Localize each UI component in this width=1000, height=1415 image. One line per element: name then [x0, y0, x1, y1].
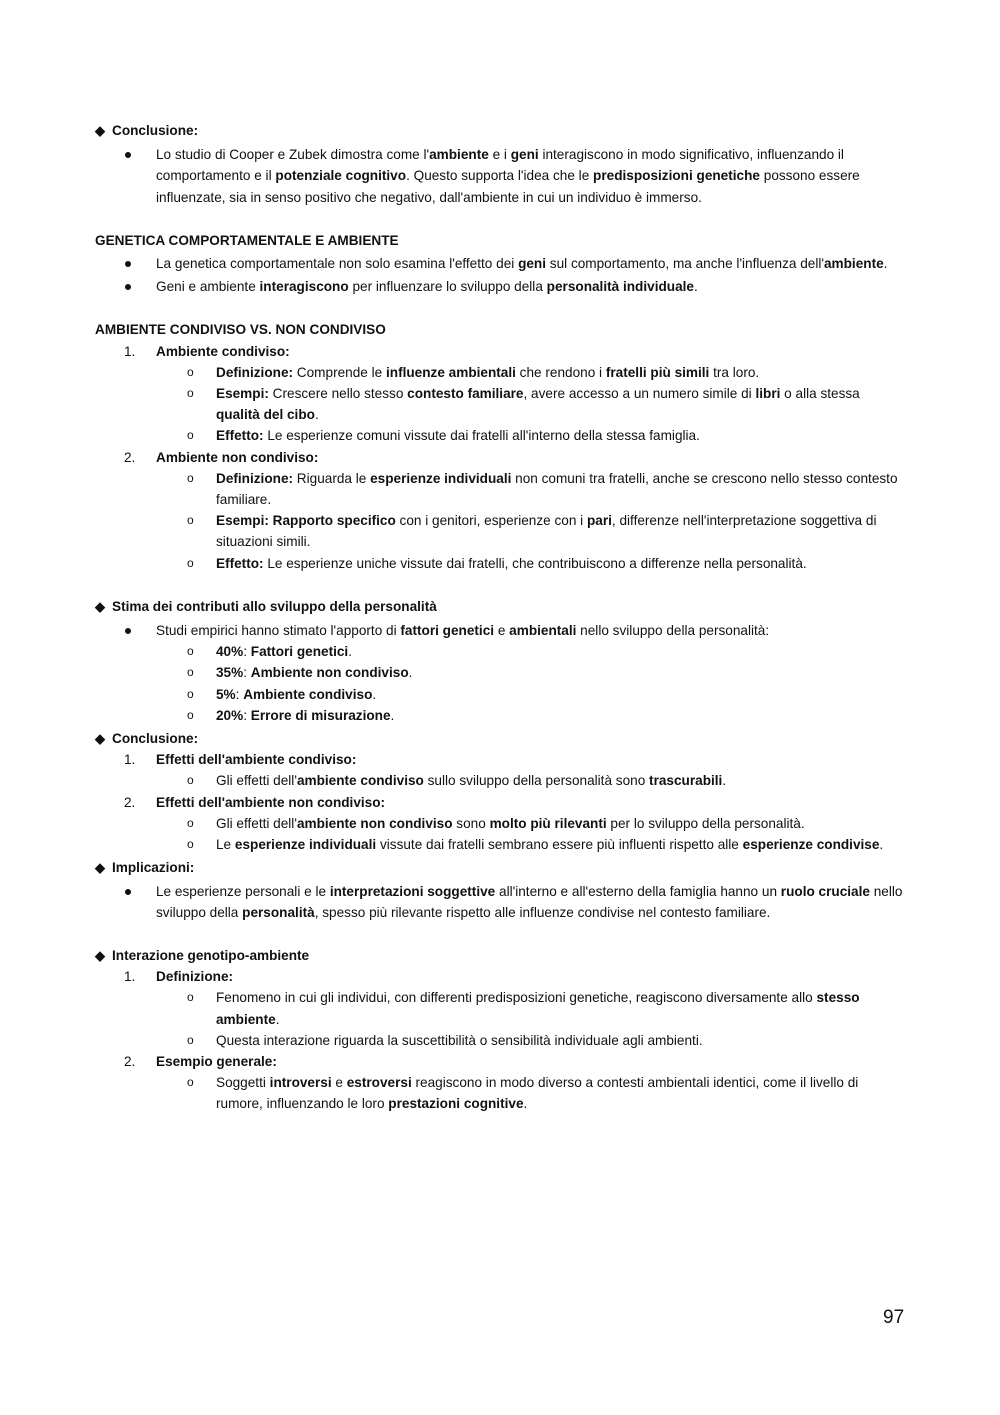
text: sul comportamento, ma anche l'influenza dell' — [546, 256, 824, 272]
text: Crescere nello stesso — [268, 386, 408, 402]
bold-text: ambiente — [823, 256, 884, 272]
page-number: 97 — [883, 1307, 905, 1328]
text: . Questo supporta l'idea che le — [406, 168, 594, 184]
text: Soggetti — [216, 1075, 270, 1091]
circle-bullet-icon: o — [187, 555, 194, 570]
text: sono — [452, 815, 490, 831]
circle-bullet-icon: o — [187, 1032, 194, 1047]
text: Gli effetti dell' — [216, 773, 297, 789]
text: . — [390, 707, 395, 723]
text: : — [243, 707, 251, 723]
numbered-item — [95, 792, 907, 813]
circle-bullet-icon: o — [187, 513, 194, 528]
sub-item — [95, 383, 907, 425]
contribution-item — [95, 684, 907, 705]
bold-text: geni — [518, 256, 547, 272]
text: con i genitori, esperienze con i — [395, 513, 587, 529]
bold-text: Effetto: — [216, 428, 264, 444]
sub-item — [95, 510, 907, 552]
item-number: 2. — [124, 449, 136, 465]
bold-text: introversi — [269, 1075, 332, 1091]
text: Le esperienze personali e le — [156, 883, 330, 899]
bold-text: esperienze individuali — [234, 837, 377, 853]
contribution-item — [95, 662, 907, 683]
sub-item — [95, 987, 907, 1029]
text: Fenomeno in cui gli individui, con differenti predisposizioni genetiche, reagiscono diversamente allo — [216, 990, 817, 1006]
bullet-item — [95, 620, 907, 641]
bold-text: personalità — [242, 904, 315, 920]
text: . — [693, 279, 698, 295]
text: all'interno e all'esterno della famiglia hanno un — [495, 883, 781, 899]
heading-text: Conclusione: — [112, 123, 199, 138]
text: non comuni tra fratelli, anche se crescono nello stesso contesto familiare. — [216, 470, 898, 508]
sub-item — [95, 553, 907, 574]
percentage: 40% — [216, 644, 244, 660]
sub-item — [95, 834, 907, 855]
diamond-icon: ◆ — [95, 123, 105, 138]
percentage: 5% — [216, 686, 236, 702]
text: Le — [216, 837, 235, 853]
item-number: 1. — [124, 752, 136, 768]
section-heading-genetica: GENETICA COMPORTAMENTALE E AMBIENTE — [95, 232, 399, 248]
numbered-item — [95, 1051, 907, 1072]
circle-bullet-icon: o — [187, 815, 194, 830]
bold-text: influenze ambientali — [385, 364, 516, 380]
circle-bullet-icon: o — [187, 686, 194, 701]
sub-item — [95, 425, 907, 446]
bold-text: personalità individuale — [546, 279, 694, 295]
percentage: 20% — [216, 707, 244, 723]
diamond-icon: ◆ — [95, 860, 105, 876]
section-heading-conclusione-1 — [95, 120, 907, 141]
diamond-icon: ◆ — [95, 947, 105, 963]
bold-text: fattori genetici — [400, 623, 495, 639]
sub-item — [95, 1030, 907, 1051]
text: Riguarda le — [293, 470, 371, 486]
text: . — [722, 773, 727, 789]
text: Geni e ambiente — [156, 279, 260, 295]
bold-text: Ambiente condiviso — [243, 686, 373, 702]
bold-text: Effetto: — [216, 555, 264, 571]
text: . — [879, 837, 884, 853]
bold-text: molto più rilevanti — [489, 815, 607, 831]
text: Le esperienze comuni vissute dai fratelli all'interno della stessa famiglia. — [263, 428, 700, 444]
bold-text: predisposizioni genetiche — [593, 168, 760, 184]
item-title: Effetti dell'ambiente non condiviso: — [156, 794, 386, 810]
bold-text: Fattori genetici — [250, 644, 349, 660]
bold-text: Esempi: — [216, 386, 269, 402]
bullet-dot-icon — [125, 284, 131, 290]
bold-text: Ambiente non condiviso — [250, 665, 409, 681]
heading-text: Implicazioni: — [112, 860, 195, 876]
section-heading-implicazioni — [95, 857, 907, 878]
text: reagiscono in modo diverso a contesti ambientali identici, come il livello di rumore, influenzando le loro — [216, 1075, 859, 1112]
sub-item — [95, 813, 907, 834]
text: : — [235, 686, 244, 702]
bullet-item — [95, 881, 907, 923]
numbered-item — [95, 749, 907, 770]
text: o alla stessa — [780, 386, 860, 402]
text: , avere accesso a un numero simile di — [523, 386, 756, 402]
item-number: 2. — [124, 1053, 136, 1069]
bold-text: interpretazioni soggettive — [329, 883, 496, 899]
bold-text: geni — [510, 147, 539, 163]
text: . — [883, 256, 888, 272]
numbered-item — [95, 966, 907, 987]
text: e i — [488, 147, 511, 163]
item-title: Esempio generale: — [156, 1053, 277, 1069]
bold-text: potenziale cognitivo — [275, 168, 407, 184]
circle-bullet-icon: o — [187, 773, 194, 788]
text: Lo studio di Cooper e Zubek dimostra come l' — [156, 147, 430, 163]
bold-text: Definizione: — [216, 470, 294, 486]
text: . — [523, 1096, 528, 1112]
bold-text: contesto familiare — [407, 386, 524, 402]
section-heading-interazione — [95, 945, 907, 966]
heading-text: Stima dei contributi allo sviluppo della personalità — [112, 598, 437, 614]
text: Comprende le — [293, 364, 386, 380]
bold-text: Definizione: — [216, 364, 294, 380]
text: interagiscono in modo significativo, influenzando il comportamento e il — [156, 147, 844, 184]
numbered-item — [95, 341, 907, 362]
text: . — [408, 665, 413, 681]
text: tra loro. — [709, 364, 760, 380]
item-title: Effetti dell'ambiente condiviso: — [156, 752, 357, 768]
sub-item — [95, 1072, 907, 1114]
bold-text: estroversi — [346, 1075, 412, 1091]
text: che rendono i — [515, 364, 606, 380]
bullet-dot-icon — [125, 261, 131, 267]
item-title: Ambiente condiviso: — [156, 343, 290, 359]
circle-bullet-icon: o — [187, 707, 194, 722]
text: La genetica comportamentale non solo esamina l'effetto dei — [156, 256, 519, 272]
bold-text: interagiscono — [259, 279, 349, 295]
bold-text: esperienze individuali — [370, 470, 512, 486]
text: Le esperienze uniche vissute dai fratelli, che contribuiscono a differenze nella personalità. — [263, 555, 807, 571]
bullet-dot-icon — [125, 628, 131, 634]
bold-text: pari — [586, 513, 612, 529]
circle-bullet-icon: o — [187, 470, 194, 485]
text: Gli effetti dell' — [216, 815, 297, 831]
text: nello sviluppo della personalità: — [576, 623, 770, 639]
bullet-item — [95, 253, 907, 274]
bold-text: prestazioni cognitive — [388, 1096, 524, 1112]
section-heading-stima — [95, 596, 907, 617]
text: e — [494, 623, 510, 639]
circle-bullet-icon: o — [187, 665, 194, 680]
text: per influenzare lo sviluppo della — [348, 279, 547, 295]
bold-text: esperienze condivise — [742, 837, 880, 853]
text: . — [348, 644, 352, 660]
contribution-item — [95, 705, 907, 726]
sub-item — [95, 770, 907, 791]
bold-text: libri — [755, 386, 781, 402]
bold-text: ruolo cruciale — [780, 883, 870, 899]
text: sullo sviluppo della personalità sono — [423, 773, 650, 789]
section-heading-conclusione-2 — [95, 728, 907, 749]
text: , spesso più rilevante rispetto alle influenze condivise nel contesto familiare. — [314, 904, 771, 920]
bold-text: qualità del cibo — [216, 407, 315, 423]
item-title: Ambiente non condiviso: — [156, 449, 319, 465]
text: vissute dai fratelli sembrano essere più influenti rispetto alle — [376, 837, 743, 853]
sub-item — [95, 468, 907, 510]
item-number: 1. — [124, 343, 136, 359]
bold-text: stesso ambiente — [216, 990, 860, 1027]
text: . — [314, 407, 319, 423]
text: Studi empirici hanno stimato l'apporto di — [156, 623, 401, 639]
item-number: 2. — [124, 794, 136, 810]
circle-bullet-icon: o — [187, 837, 194, 852]
text: : — [243, 644, 251, 660]
section-heading-ambiente: AMBIENTE CONDIVISO VS. NON CONDIVISO — [95, 322, 386, 338]
bold-text: fratelli più simili — [605, 364, 710, 380]
diamond-icon: ◆ — [95, 731, 105, 747]
text: per lo sviluppo della personalità. — [606, 815, 805, 831]
heading-text: Interazione genotipo-ambiente — [112, 947, 310, 963]
bullet-dot-icon — [125, 152, 131, 158]
numbered-item — [95, 447, 907, 468]
diamond-icon: ◆ — [95, 598, 105, 614]
text: Questa interazione riguarda la suscettibilità o sensibilità individuale agli ambienti. — [216, 1032, 703, 1048]
bold-text: ambientali — [509, 623, 577, 639]
text: possono essere influenzate, sia in senso positivo che negativo, dall'ambiente in cui un individuo è immerso. — [156, 168, 860, 205]
circle-bullet-icon: o — [187, 386, 194, 401]
text: . — [372, 686, 377, 702]
circle-bullet-icon: o — [187, 990, 194, 1005]
text: . — [275, 1011, 280, 1027]
bold-text: trascurabili — [649, 773, 723, 789]
bullet-dot-icon — [125, 889, 131, 895]
heading-text: Conclusione: — [112, 731, 199, 747]
circle-bullet-icon: o — [187, 364, 194, 379]
bold-text: Errore di misurazione — [250, 707, 391, 723]
contribution-item — [95, 641, 907, 662]
bold-text: ambiente non condiviso — [296, 815, 453, 831]
bullet-item — [95, 144, 907, 208]
circle-bullet-icon: o — [187, 1075, 194, 1090]
item-title: Definizione: — [156, 969, 234, 985]
text: nello sviluppo della — [156, 883, 903, 920]
text: : — [243, 665, 251, 681]
bullet-item — [95, 276, 907, 297]
circle-bullet-icon: o — [187, 644, 194, 659]
item-number: 1. — [124, 969, 136, 985]
percentage: 35% — [216, 665, 244, 681]
bold-text: Esempi: Rapporto specifico — [216, 513, 396, 529]
sub-item — [95, 362, 907, 383]
bold-text: ambiente condiviso — [296, 773, 424, 789]
page-content — [95, 120, 907, 1115]
text: e — [331, 1075, 347, 1091]
circle-bullet-icon: o — [187, 428, 194, 443]
text: , differenze nell'interpretazione soggettiva di situazioni simili. — [216, 513, 877, 550]
bold-text: ambiente — [429, 147, 489, 163]
